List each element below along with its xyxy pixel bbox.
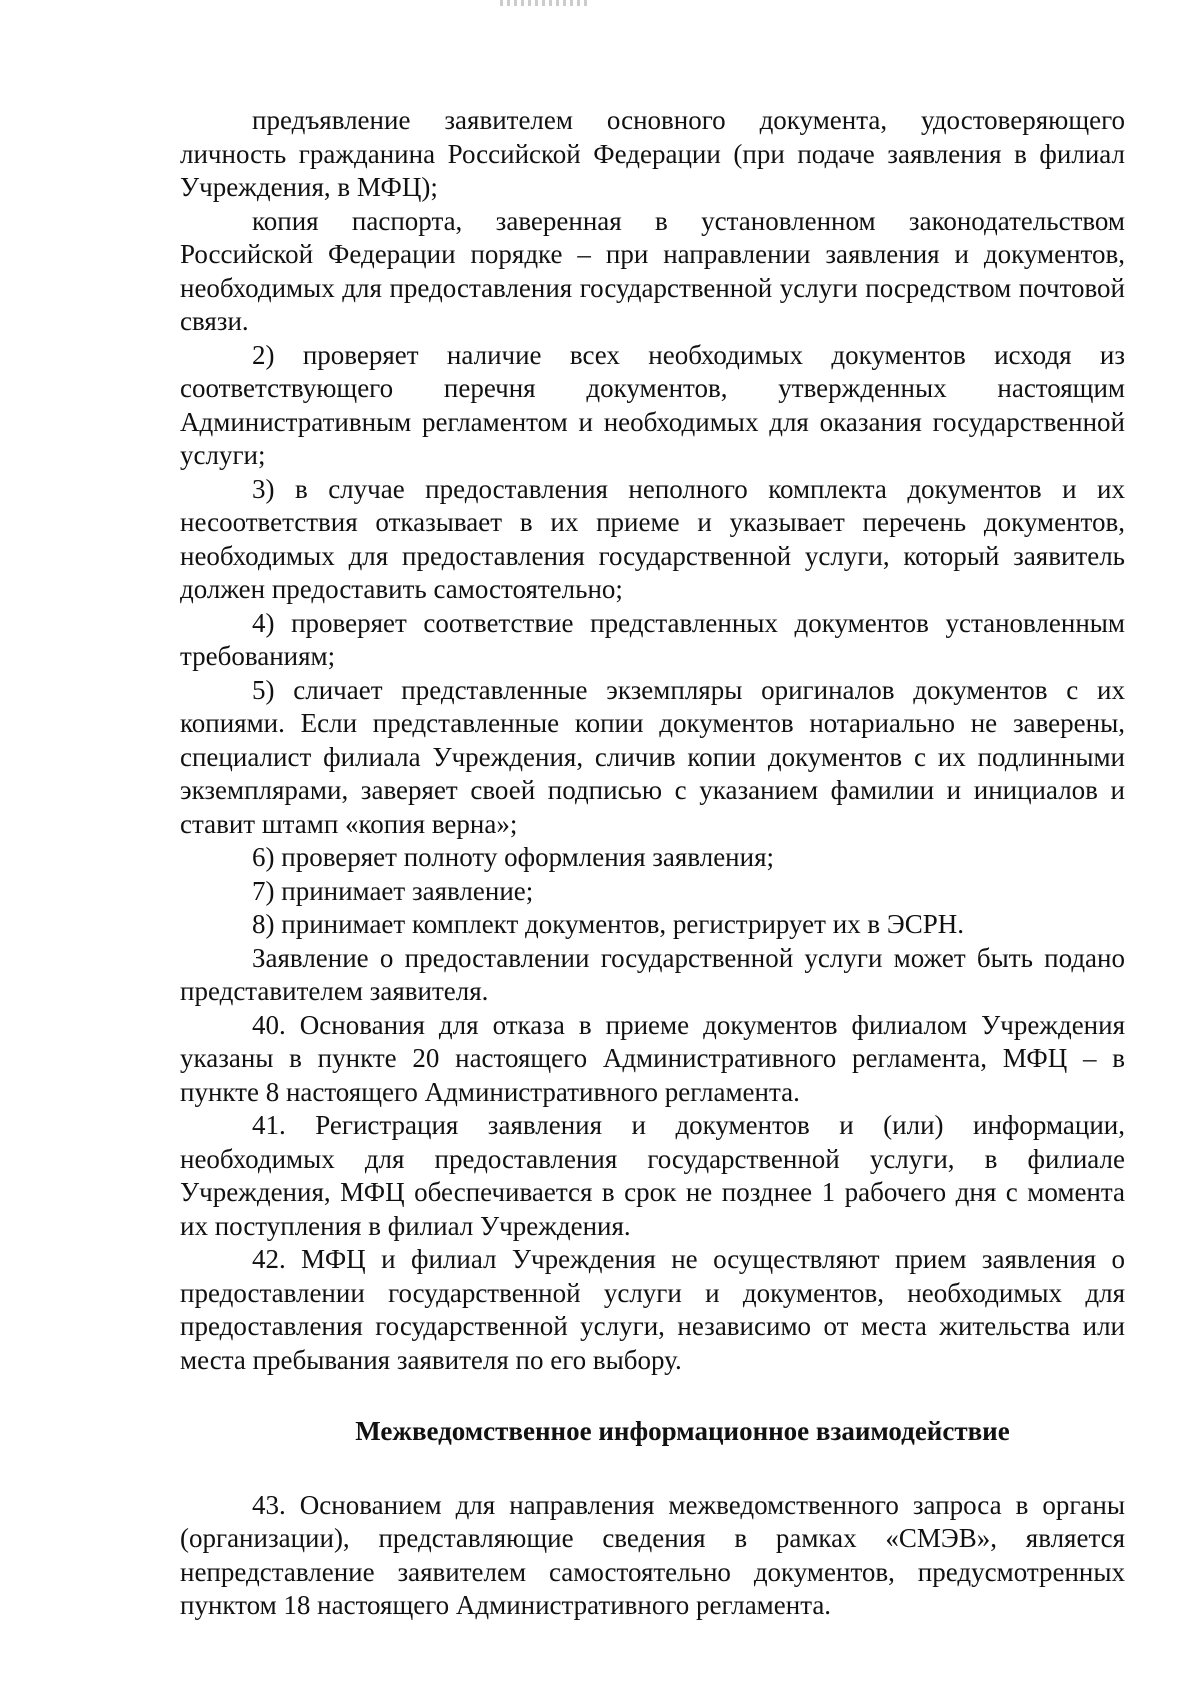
paragraph: 43. Основанием для направления межведомственного запроса в органы (организации), представляющие сведения в рамках «СМЭВ», является непредставление заявителем самостоятельно документов, предусмотренных пунктом 18 настоящего Административного регламента. — [180, 1489, 1125, 1620]
paragraph: 40. Основания для отказа в приеме документов филиалом Учреждения указаны в пункте 20 настоящего Административного регламента, МФЦ – в пункте 8 настоящего Административного регламента. — [180, 1009, 1125, 1107]
paragraph: 41. Регистрация заявления и документов и (или) информации, необходимых для предоставления государственной услуги, в филиале Учреждения, МФЦ обеспечивается в срок не позднее 1 рабочего дня с момента их поступления в филиал Учреждения. — [180, 1110, 1125, 1241]
paragraph: 42. МФЦ и филиал Учреждения не осуществляют прием заявления о предоставлении государственной услуги и документов, необходимых для предоставления государственной услуги, независимо от места жительства или места пребывания заявителя по его выбору. — [180, 1244, 1125, 1375]
paragraph: 4) проверяет соответствие представленных документов установленным требованиям; — [180, 607, 1125, 671]
paragraph: 7) принимает заявление; — [252, 875, 534, 906]
paragraph: 5) сличает представленные экземпляры оригиналов документов с их копиями. Если представленные копии документов нотариально не заверены, специалист филиала Учреждения, сличив копии документов с их подлинными экземплярами, заверяет своей подписью с указанием фамилии и инициалов и ставит штамп «копия верна»; — [180, 674, 1125, 839]
document-body — [180, 104, 1125, 1623]
paragraph: Заявление о предоставлении государственной услуги может быть подано представителем заявителя. — [180, 942, 1125, 1006]
paragraph: 6) проверяет полноту оформления заявления; — [252, 842, 775, 872]
paragraph: предъявление заявителем основного документа, удостоверяющего личность гражданина Российской Федерации (при подаче заявления в филиал Учреждения, в МФЦ); — [180, 105, 1125, 202]
paragraph: копия паспорта, заверенная в установленном законодательством Российской Федерации порядке – при направлении заявления и документов, необходимых для предоставления государственной услуги посредством почтовой связи. — [180, 205, 1125, 336]
paragraph: 2) проверяет наличие всех необходимых документов исходя из соответствующего перечня документов, утвержденных настоящим Административным регламентом и необходимых для оказания государственной услуги; — [180, 339, 1125, 470]
section-heading: Межведомственное информационное взаимодействие — [355, 1416, 1010, 1446]
scan-artifact — [500, 0, 590, 6]
paragraph: 8) принимает комплект документов, регистрирует их в ЭСРН. — [252, 909, 965, 939]
paragraph: 3) в случае предоставления неполного комплекта документов и их несоответствия отказывает в их приеме и указывает перечень документов, необходимых для предоставления государственной услуги, который заявитель должен предоставить самостоятельно; — [180, 473, 1125, 604]
